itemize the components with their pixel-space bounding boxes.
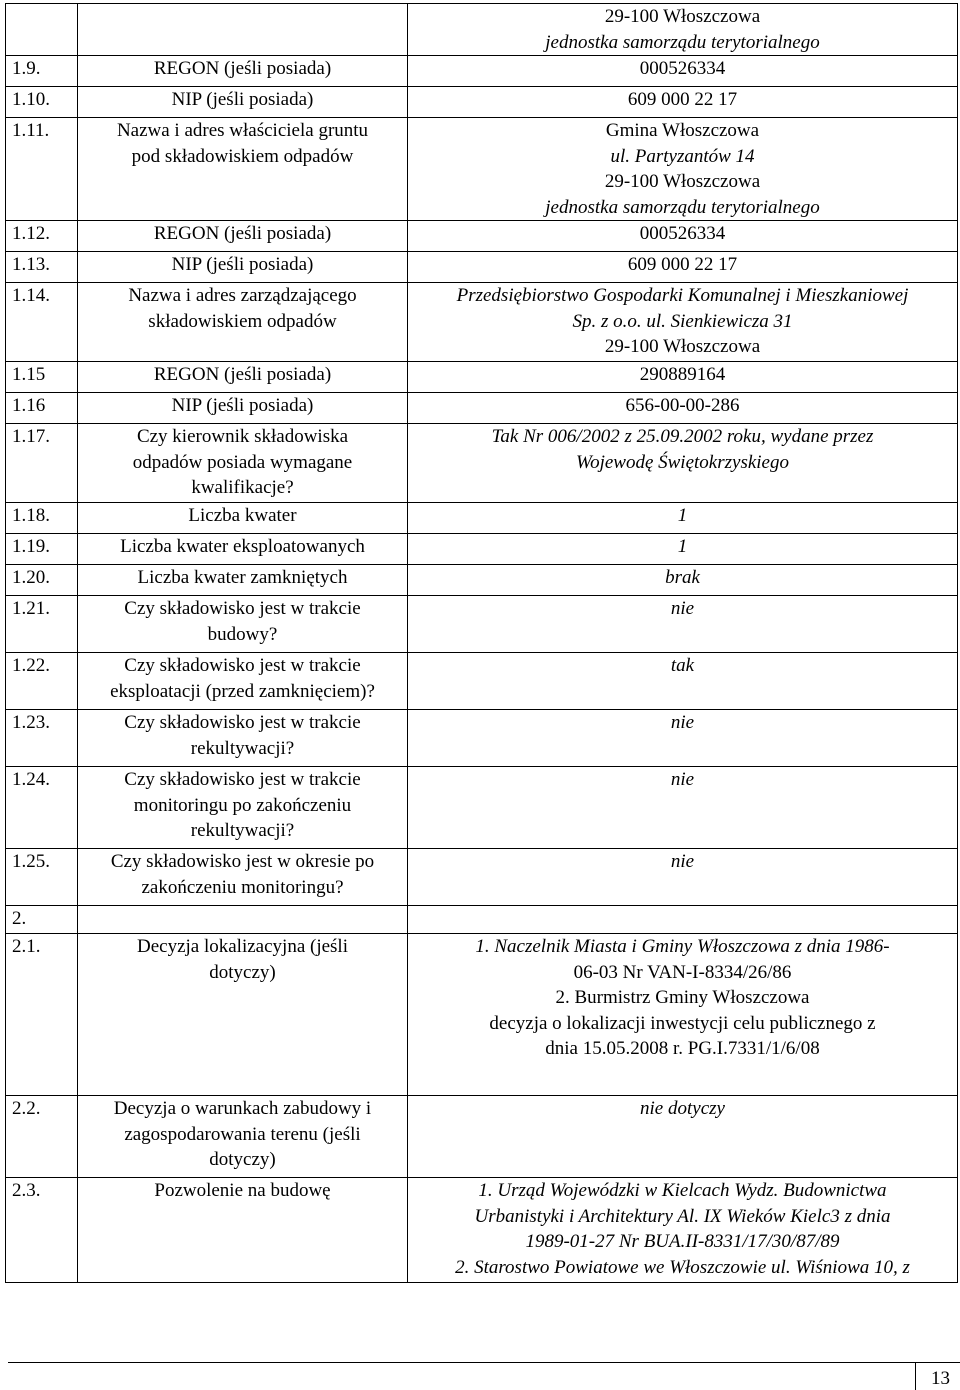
value-line: 29-100 Włoszczowa bbox=[604, 6, 761, 27]
table-row bbox=[6, 596, 958, 653]
value-line: Sp. z o.o. ul. Sienkiewicza 31 bbox=[572, 310, 793, 332]
row-value bbox=[408, 56, 958, 87]
row-number: 1.16 bbox=[6, 393, 78, 424]
row-value bbox=[408, 1178, 958, 1283]
label-line: Liczba kwater zamkniętych bbox=[137, 567, 348, 588]
row-label bbox=[78, 393, 408, 424]
value-line: 1989-01-27 Nr BUA.II-8331/17/30/87/89 bbox=[525, 1231, 840, 1252]
value-line: 1 bbox=[677, 536, 688, 557]
table-row bbox=[6, 653, 958, 710]
label-line: dotyczy) bbox=[209, 1149, 276, 1170]
row-value bbox=[408, 503, 958, 534]
row-number: 2.1. bbox=[6, 934, 78, 1096]
row-number: 2.3. bbox=[6, 1178, 78, 1283]
value-line: Wojewodę Świętokrzyskiego bbox=[575, 451, 789, 473]
value-line: 2. Burmistrz Gminy Włoszczowa bbox=[555, 987, 810, 1008]
label-line: NIP (jeśli posiada) bbox=[171, 89, 314, 110]
table-row bbox=[6, 565, 958, 596]
row-value bbox=[408, 653, 958, 710]
table-row bbox=[6, 56, 958, 87]
row-number: 1.15 bbox=[6, 362, 78, 393]
value-line: 06-03 Nr VAN-I-8334/26/86 bbox=[573, 961, 792, 983]
table-row bbox=[6, 1096, 958, 1178]
value-line: nie bbox=[670, 769, 695, 790]
row-value bbox=[408, 252, 958, 283]
value-line: tak bbox=[670, 655, 695, 676]
row-label bbox=[78, 87, 408, 118]
label-line: Liczba kwater eksploatowanych bbox=[120, 536, 365, 557]
label-line: rekultywacji? bbox=[190, 820, 295, 841]
label-line: eksploatacji (przed zamknięciem)? bbox=[110, 680, 375, 702]
row-label bbox=[78, 283, 408, 362]
table-row bbox=[6, 767, 958, 849]
label-line: kwalifikacje? bbox=[191, 477, 294, 498]
value-line: nie dotyczy bbox=[640, 1098, 725, 1119]
value-line: Urbanistyki i Architektury Al. IX Wieków Kielc3 z dnia bbox=[474, 1205, 891, 1227]
label-line: zagospodarowania terenu (jeśli bbox=[124, 1123, 361, 1145]
label-line: Czy składowisko jest w trakcie bbox=[124, 655, 361, 676]
value-line: 000526334 bbox=[639, 223, 726, 244]
row-number: 1.25. bbox=[6, 849, 78, 906]
value-line: nie bbox=[670, 598, 695, 619]
value-line: dnia 15.05.2008 r. PG.I.7331/1/6/08 bbox=[545, 1038, 820, 1059]
table-row bbox=[6, 4, 958, 56]
footer-rule bbox=[8, 1362, 960, 1363]
row-label bbox=[78, 906, 408, 934]
row-number: 2.2. bbox=[6, 1096, 78, 1178]
value-line: 2. Starostwo Powiatowe we Włoszczowie ul. Wiśniowa 10, z bbox=[455, 1256, 910, 1278]
label-line: Pozwolenie na budowę bbox=[154, 1180, 331, 1201]
value-line: 29-100 Włoszczowa bbox=[604, 171, 761, 192]
table-row bbox=[6, 849, 958, 906]
value-line: Gmina Włoszczowa bbox=[605, 120, 760, 141]
row-label bbox=[78, 534, 408, 565]
row-value bbox=[408, 534, 958, 565]
row-number bbox=[6, 4, 78, 56]
value-line: 29-100 Włoszczowa bbox=[604, 336, 761, 357]
row-value bbox=[408, 283, 958, 362]
table-row bbox=[6, 424, 958, 503]
table-row bbox=[6, 393, 958, 424]
row-number: 1.12. bbox=[6, 221, 78, 252]
label-line: Decyzja o warunkach zabudowy i bbox=[113, 1098, 372, 1119]
value-line: 656-00-00-286 bbox=[625, 395, 740, 416]
table-row bbox=[6, 534, 958, 565]
label-line: NIP (jeśli posiada) bbox=[171, 254, 314, 275]
row-label bbox=[78, 503, 408, 534]
table-row bbox=[6, 283, 958, 362]
value-line: nie bbox=[670, 712, 695, 733]
label-line: Czy składowisko jest w trakcie bbox=[124, 712, 361, 733]
value-line: jednostka samorządu terytorialnego bbox=[545, 31, 820, 53]
table-row bbox=[6, 118, 958, 221]
row-value bbox=[408, 87, 958, 118]
table-row bbox=[6, 1178, 958, 1283]
value-line: Tak Nr 006/2002 z 25.09.2002 roku, wydane przez bbox=[491, 426, 874, 447]
label-line: Nazwa i adres właściciela gruntu bbox=[116, 120, 369, 141]
row-value bbox=[408, 849, 958, 906]
row-number: 1.21. bbox=[6, 596, 78, 653]
table-row bbox=[6, 710, 958, 767]
row-value bbox=[408, 362, 958, 393]
label-line: REGON (jeśli posiada) bbox=[153, 364, 332, 385]
row-label bbox=[78, 221, 408, 252]
row-number: 1.17. bbox=[6, 424, 78, 503]
value-line: Przedsiębiorstwo Gospodarki Komunalnej i Mieszkaniowej bbox=[456, 285, 909, 306]
table-row bbox=[6, 362, 958, 393]
label-line: składowiskiem odpadów bbox=[148, 310, 337, 332]
label-line: Liczba kwater bbox=[188, 505, 297, 526]
landfill-info-table bbox=[5, 3, 958, 1283]
row-number: 1.24. bbox=[6, 767, 78, 849]
table-row bbox=[6, 252, 958, 283]
row-value bbox=[408, 906, 958, 934]
row-label bbox=[78, 653, 408, 710]
label-line: monitoringu po zakończeniu bbox=[133, 794, 352, 816]
label-line: REGON (jeśli posiada) bbox=[153, 58, 332, 79]
row-number: 1.13. bbox=[6, 252, 78, 283]
row-number: 1.18. bbox=[6, 503, 78, 534]
row-number: 1.20. bbox=[6, 565, 78, 596]
table-row bbox=[6, 87, 958, 118]
row-number: 2. bbox=[6, 906, 78, 934]
row-label bbox=[78, 767, 408, 849]
value-line: 1. Urząd Wojewódzki w Kielcach Wydz. Budownictwa bbox=[478, 1180, 887, 1201]
label-line: Nazwa i adres zarządzającego bbox=[128, 285, 357, 306]
label-line: Decyzja lokalizacyjna (jeśli bbox=[136, 936, 348, 957]
row-number: 1.23. bbox=[6, 710, 78, 767]
row-label bbox=[78, 565, 408, 596]
value-line: decyzja o lokalizacji inwestycji celu publicznego z bbox=[489, 1012, 876, 1034]
label-line: REGON (jeśli posiada) bbox=[153, 223, 332, 244]
label-line: rekultywacji? bbox=[190, 737, 295, 759]
value-line: ul. Partyzantów 14 bbox=[610, 145, 755, 167]
label-line: Czy składowisko jest w trakcie bbox=[124, 598, 361, 619]
table-row bbox=[6, 906, 958, 934]
value-line: 290889164 bbox=[639, 364, 726, 385]
label-line: Czy kierownik składowiska bbox=[136, 426, 349, 447]
row-value bbox=[408, 710, 958, 767]
row-number: 1.11. bbox=[6, 118, 78, 221]
row-value bbox=[408, 934, 958, 1096]
row-label bbox=[78, 362, 408, 393]
label-line: odpadów posiada wymagane bbox=[132, 451, 353, 473]
row-number: 1.22. bbox=[6, 653, 78, 710]
value-line: brak bbox=[665, 567, 700, 588]
label-line: dotyczy) bbox=[209, 961, 276, 983]
row-number: 1.9. bbox=[6, 56, 78, 87]
label-line: Czy składowisko jest w okresie po bbox=[110, 851, 375, 872]
row-label bbox=[78, 424, 408, 503]
row-value bbox=[408, 221, 958, 252]
table-row bbox=[6, 221, 958, 252]
row-value bbox=[408, 4, 958, 56]
page-number: 13 bbox=[931, 1368, 950, 1389]
row-number: 1.14. bbox=[6, 283, 78, 362]
row-number: 1.10. bbox=[6, 87, 78, 118]
row-label bbox=[78, 1178, 408, 1283]
row-value bbox=[408, 1096, 958, 1178]
value-line: 1 bbox=[677, 505, 688, 526]
value-line: jednostka samorządu terytorialnego bbox=[545, 196, 820, 218]
row-label bbox=[78, 1096, 408, 1178]
label-line: Czy składowisko jest w trakcie bbox=[124, 769, 361, 790]
value-line: 609 000 22 17 bbox=[627, 254, 738, 275]
label-line: budowy? bbox=[207, 623, 278, 645]
row-label bbox=[78, 596, 408, 653]
row-value bbox=[408, 118, 958, 221]
row-number: 1.19. bbox=[6, 534, 78, 565]
value-line: 609 000 22 17 bbox=[627, 89, 738, 110]
label-line: zakończeniu monitoringu? bbox=[141, 876, 344, 898]
row-value bbox=[408, 565, 958, 596]
row-label bbox=[78, 4, 408, 56]
value-line: nie bbox=[670, 851, 695, 872]
row-value bbox=[408, 767, 958, 849]
value-line: 000526334 bbox=[639, 58, 726, 79]
label-line: NIP (jeśli posiada) bbox=[171, 395, 314, 416]
row-label bbox=[78, 710, 408, 767]
row-value bbox=[408, 393, 958, 424]
row-value bbox=[408, 424, 958, 503]
table-row bbox=[6, 934, 958, 1096]
row-value bbox=[408, 596, 958, 653]
row-label bbox=[78, 56, 408, 87]
row-label bbox=[78, 934, 408, 1096]
row-label bbox=[78, 118, 408, 221]
label-line: pod składowiskiem odpadów bbox=[131, 145, 354, 167]
value-line: 1. Naczelnik Miasta i Gminy Włoszczowa z dnia 1986- bbox=[475, 936, 890, 957]
table-row bbox=[6, 503, 958, 534]
row-label bbox=[78, 252, 408, 283]
row-label bbox=[78, 849, 408, 906]
